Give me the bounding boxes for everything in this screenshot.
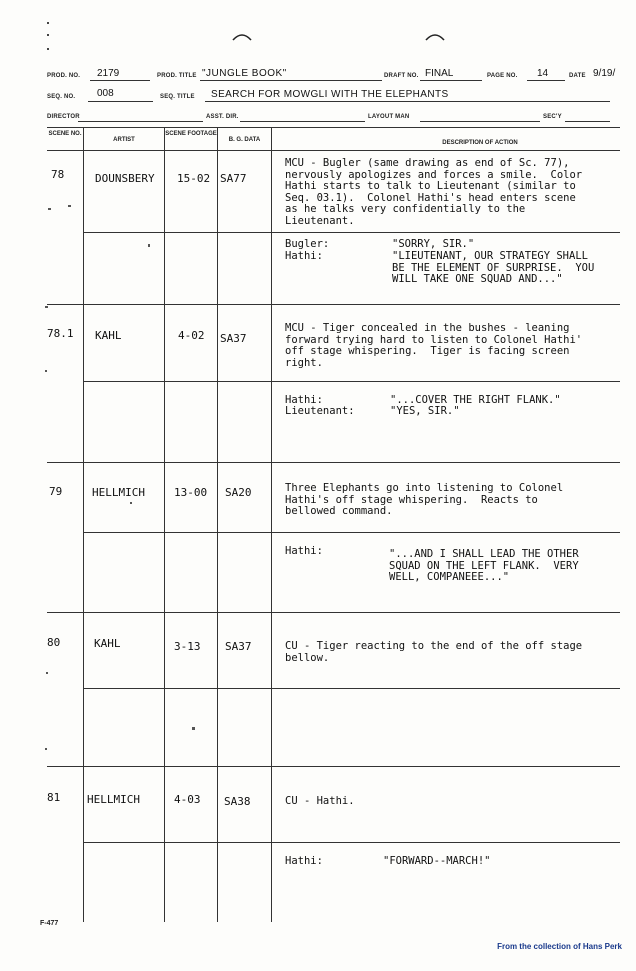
pencil-mark (48, 208, 51, 210)
artist-name: DOUNSBERY (95, 172, 155, 185)
bg-data-value: SA20 (225, 486, 252, 499)
dialogue-speaker: Hathi: (285, 545, 323, 557)
punch-mark (47, 34, 49, 36)
page-no-label: PAGE NO. (487, 73, 518, 79)
action-description: MCU - Bugler (same drawing as end of Sc. 77), nervously apologizes and forces a smile. Color Hathi starts to talk to Lieutenant (similar to Seq. 03.1). Colonel Hathi's head enters scene as he talks very confidentially to the Lieutenant. (285, 157, 583, 227)
artist-name: HELLMICH (87, 793, 140, 806)
dialogue-line: "SORRY, SIR." (392, 238, 475, 250)
action-description: CU - Hathi. (285, 795, 355, 807)
action-description: MCU - Tiger concealed in the bushes - leaning forward trying hard to listen to Colonel Hathi' off stage whispering. Tiger is facing screen right. (285, 322, 583, 369)
secy-label: SEC'Y (543, 114, 562, 120)
punch-mark (47, 48, 49, 50)
seq-no-value: 008 (97, 88, 114, 99)
form-number: F-477 (40, 920, 59, 927)
bg-data-value: SA37 (225, 640, 252, 653)
dialogue-speaker: Hathi: (285, 394, 323, 406)
pencil-mark (130, 502, 132, 504)
seq-title-label: SEQ. TITLE (160, 94, 195, 100)
dialogue-line: "YES, SIR." (390, 405, 460, 417)
seq-title-value: SEARCH FOR MOWGLI WITH THE ELEPHANTS (211, 89, 449, 100)
prod-no-label: PROD. NO. (47, 73, 81, 79)
layout-man-label: LAYOUT MAN (368, 114, 410, 120)
action-description: Three Elephants go into listening to Colonel Hathi's off stage whispering. Reacts to bellowed command. (285, 482, 564, 517)
footage-value: 13-00 (174, 486, 208, 499)
pencil-mark (45, 306, 48, 308)
dialogue-speaker: Hathi: (285, 250, 323, 262)
dialogue-line: "FORWARD--MARCH!" (383, 855, 491, 867)
scene-number: 81 (47, 791, 61, 804)
pencil-mark (46, 672, 48, 674)
col-bg-data: B. G. DATA (228, 137, 261, 143)
date-label: DATE (569, 73, 586, 79)
date-value: 9/19/ (593, 68, 616, 79)
scene-number: 79 (49, 485, 63, 498)
draft-no-label: DRAFT NO. (384, 73, 419, 79)
dialogue-speaker: Bugler: (285, 238, 330, 250)
scene-number: 80 (47, 636, 61, 649)
col-artist: ARTIST (113, 137, 135, 143)
pencil-mark (148, 244, 150, 247)
scene-number: 78.1 (47, 327, 74, 340)
collection-credit: From the collection of Hans Perk (497, 942, 622, 951)
dialogue-speaker: Hathi: (285, 855, 323, 867)
col-description: DESCRIPTION OF ACTION (442, 140, 518, 146)
prod-no-value: 2179 (97, 68, 120, 79)
bg-data-value: SA37 (220, 332, 247, 345)
pencil-mark (68, 205, 71, 207)
dialogue-line: "LIEUTENANT, OUR STRATEGY SHALL BE THE ELEMENT OF SURPRISE. YOU WILL TAKE ONE SQUAD AND..." (392, 250, 595, 285)
pencil-mark (45, 748, 47, 750)
footage-value: 4-03 (174, 793, 201, 806)
page-no-value: 14 (537, 68, 549, 79)
artist-name: HELLMICH (92, 486, 145, 499)
punch-mark (47, 22, 49, 24)
artist-name: KAHL (94, 637, 121, 650)
col-scene-no: SCENE NO. (48, 131, 82, 137)
prod-title-value: "JUNGLE BOOK" (202, 68, 287, 79)
director-label: DIRECTOR (47, 114, 80, 120)
scene-number: 78 (51, 168, 65, 181)
footage-value: 4-02 (178, 329, 205, 342)
col-footage: SCENE FOOTAGE (165, 131, 217, 137)
artist-name: KAHL (95, 329, 122, 342)
registration-mark-left (231, 30, 253, 42)
action-description: CU - Tiger reacting to the end of the off stage bellow. (285, 640, 583, 664)
dialogue-line: "...COVER THE RIGHT FLANK." (390, 394, 561, 406)
seq-no-label: SEQ. NO. (47, 94, 76, 100)
draft-no-value: FINAL (425, 68, 454, 79)
dialogue-line: "...AND I SHALL LEAD THE OTHER SQUAD ON THE LEFT FLANK. VERY WELL, COMPANEEE..." (389, 548, 579, 583)
dialogue-speaker: Lieutenant: (285, 405, 355, 417)
footage-value: 15-02 (177, 172, 211, 185)
bg-data-value: SA38 (224, 795, 251, 808)
registration-mark-right (424, 30, 446, 42)
footage-value: 3-13 (174, 640, 201, 653)
pencil-mark (45, 370, 47, 372)
bg-data-value: SA77 (220, 172, 247, 185)
prod-title-label: PROD. TITLE (157, 73, 197, 79)
pencil-mark (192, 727, 195, 730)
asst-dir-label: ASST. DIR. (206, 114, 239, 120)
